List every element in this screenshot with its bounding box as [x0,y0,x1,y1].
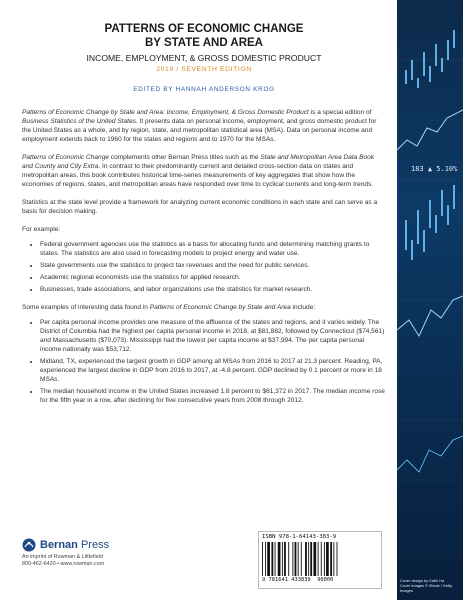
publisher-logo [22,538,162,552]
text-span: complements other Bernan Press titles such as the [108,154,261,161]
publisher-name [40,539,109,551]
barcode-bar [267,542,270,576]
description-body [22,108,386,405]
barcode-bar [330,542,332,576]
barcode-bar [262,542,263,576]
text-span: . In contrast to their predominantly current and detailed cross-section data on states and metropolitan areas, this book contributes historical time-series measurements of key aggregates that show how the economies of regions, states, and metropolitan areas have responded over time to cyclical currents and long-term trends. [22,163,374,188]
examples-list [22,318,386,405]
book-title-ref: State and Metropolitan Area Data Book and County and City Extra [22,154,375,170]
credit-line: Cover design by Kathi Ha [400,578,445,583]
barcode-bar [275,542,276,576]
list-item: • Midland, TX, experienced the largest growth in GDP among all MSAs from 2016 to 2017 at 21.3 percent. Reading, PA, experienced the largest decline in GDP from 2016 to 2017, at -4.8 percent. GDP declined by 0.1 percent or more in 18 MSAs. [40,357,386,384]
publisher-name-bold: Bernan [40,539,78,551]
book-subtitle: INCOME, EMPLOYMENT, & GROSS DOMESTIC PRODUCT [86,53,322,63]
stock-chart-graphic [397,0,463,600]
barcode-bar [326,542,329,576]
publisher-block [22,538,162,567]
imprint-line: An imprint of Rowman & Littlefield [22,554,103,560]
barcode-bar [308,542,309,576]
intro-paragraph-2 [22,153,386,189]
ticker-text: 183 ▲ 5.10% [411,165,458,173]
text-span: include: [290,304,316,311]
list-item: • Federal government agencies use the statistics as a basis for allocating funds and determining matching grants to states. The statistics are also used in forecasting models to project energy and water use. [40,240,386,258]
barcode-bar [278,542,281,576]
barcode-bar [337,542,338,576]
credit-line: Cover images © iStock / Getty Images [400,583,453,593]
examples-intro [22,303,386,312]
barcode-bar [271,542,273,576]
isbn-digits [262,577,333,583]
book-title-ref: Patterns of Economic Change by State and Area: Income, Employment, & Gross Domestic Product [22,109,309,116]
book-title [22,22,386,50]
barcode-bar [324,542,325,576]
cover-photo-strip [397,0,463,600]
bernan-logo-icon [22,538,36,552]
barcode-bar [305,542,307,576]
book-title-ref: Patterns of Economic Change [22,154,109,161]
barcode-bar [295,542,297,576]
isbn-text: ISBN 978-1-64143-383-9 [262,534,337,540]
book-title-ref: Business Statistics of the United States [22,118,136,125]
barcode-bar [318,542,319,576]
editor-credit: EDITED BY HANNAH ANDERSON KROG [133,86,275,93]
barcode-bar [333,542,334,576]
barcode-bar [313,542,316,576]
list-item: • Businesses, trade associations, and labor organizations use the statistics for market research. [40,285,386,294]
price-code: 90000 [317,577,334,583]
list-item: • The median household income in the United States increased 1.8 percent to $61,372 in 2017. The median income rose for the fifth year in a row, after declining for five consecutive years from 2008 through 2012. [40,387,386,405]
list-item: • Per capita personal income provides one measure of the affluence of the states and regions, and it varies widely. The District of Columbia had the highest per capita personal income in 2018, at $81,882, followed by Connecticut ($74,561) and Massachusetts ($70,073). Mississippi had the lowest per capita income at $37,994. The per capita personal income nationally was $53,712. [40,318,386,354]
uses-list [22,240,386,294]
back-cover-content [22,0,386,414]
barcode-bars [262,542,377,576]
barcode-bar [310,542,312,576]
barcode-bar [284,542,286,576]
contact-line: 800-462-6420 • www.rowman.com [22,561,105,567]
isbn-barcode [258,531,382,589]
book-title-ref: Patterns of Economic Change by State and Area [149,304,291,311]
text-span: Some examples of interesting data found in [22,304,150,311]
ean-digits: 9 781641 433839 [262,577,311,583]
title-line-2: BY STATE AND AREA [145,37,263,49]
intro-paragraph-4: For example: [22,226,61,233]
text-span: is a special edition of [308,109,372,116]
publisher-name-rest: Press [77,539,110,551]
cover-credits [400,578,460,593]
barcode-bar [301,542,302,576]
intro-paragraph-3: Statistics at the state level provide a framework for analyzing current economic conditions in each state and can serve as a basis for decision making. [22,199,378,215]
barcode-bar [298,542,299,576]
barcode-bar [265,542,266,576]
title-line-1: PATTERNS OF ECONOMIC CHANGE [104,23,304,35]
barcode-bar [292,542,293,576]
list-item: • State governments use the statistics to project tax revenues and the need for public services. [40,261,386,270]
edition-label: 2019 / SEVENTH EDITION [156,66,252,73]
barcode-bar [321,542,322,576]
text-span: . It presents data on personal income, employment, and gross domestic product for the United States as a whole, and by region, state, and metropolitan statistical area (MSA). Data on personal income and employment extends back to 1960 for the states and regions and to 1970 for the MSAs. [22,118,377,143]
intro-paragraph-1 [22,108,386,144]
barcode-bar [288,542,289,576]
list-item: • Academic regional economists use the statistics for applied research. [40,273,386,282]
barcode-bar [282,542,283,576]
